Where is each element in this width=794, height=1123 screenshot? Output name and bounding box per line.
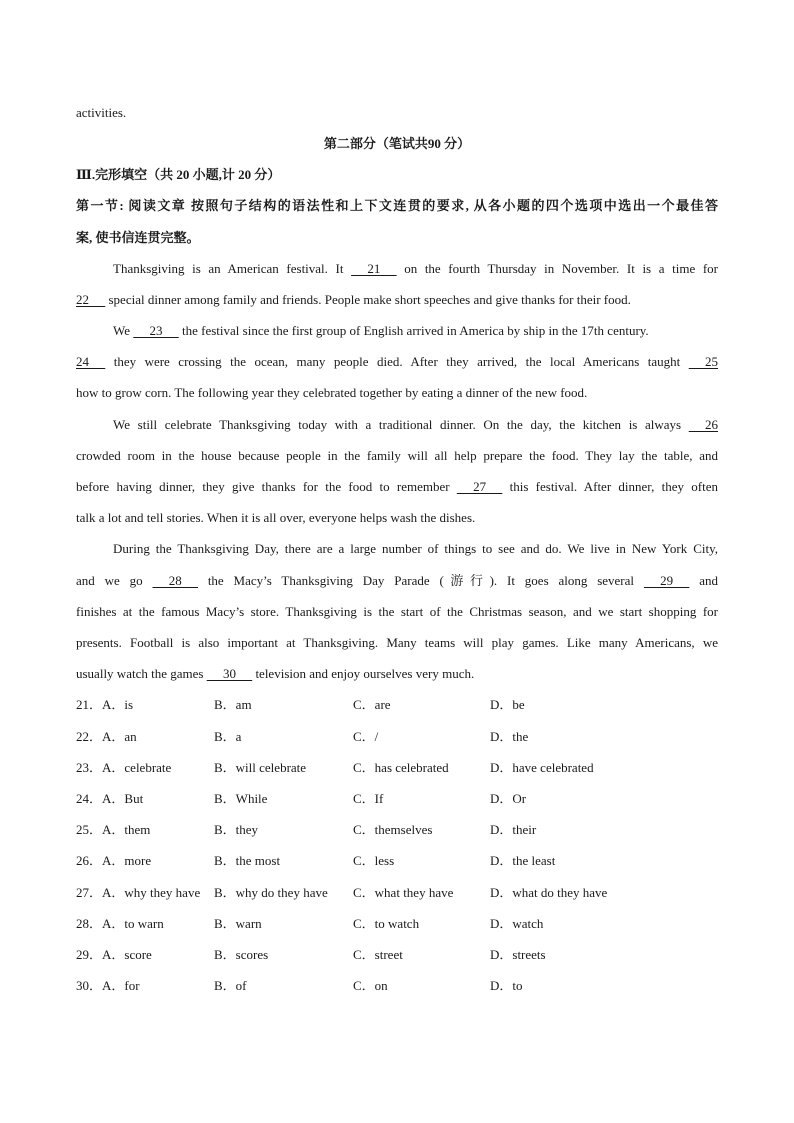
question-29-options: [76, 946, 718, 964]
passage-line: [76, 572, 718, 590]
passage-line: [76, 260, 718, 278]
blank-22: 22: [76, 292, 106, 307]
previous-section-tail: activities.: [76, 105, 127, 120]
passage-line: talk a lot and tell stories. When it is all over, everyone helps wash the dishes.: [76, 510, 476, 525]
passage-line: During the Thanksgiving Day, there are a large number of things to see and do. We live in New York City,: [113, 541, 718, 556]
passage-text: on the fourth Thursday in November. It is a time for: [396, 261, 718, 276]
passage-line: [76, 665, 718, 683]
passage-line: [76, 322, 718, 340]
question-27-option-a[interactable]: [76, 884, 200, 902]
passage-text: and we go: [76, 573, 153, 588]
passage-line: presents. Football is also important at Thanksgiving. Many teams will play games. Like many Americans, we: [76, 635, 718, 650]
passage-text: television and enjoy ourselves very much.: [252, 666, 475, 681]
blank-27: 27: [456, 479, 503, 494]
question-23-option-c[interactable]: C．has celebrated: [353, 760, 449, 775]
question-number: 29．: [76, 947, 103, 962]
option-text: A．celebrate: [102, 760, 172, 775]
passage-text: the festival since the first group of English arrived in America by ship in the 17th century.: [178, 323, 649, 338]
passage-line: [76, 416, 718, 434]
question-29-option-a[interactable]: [76, 946, 152, 964]
question-26-option-d[interactable]: D．the least: [490, 853, 556, 868]
question-29-option-c[interactable]: C．street: [353, 947, 403, 962]
question-23-option-b[interactable]: B．will celebrate: [214, 760, 307, 775]
blank-21: 21: [351, 261, 397, 276]
question-28-option-b[interactable]: B．warn: [214, 916, 262, 931]
question-number: 30．: [76, 978, 103, 993]
passage-text: this festival. After dinner, they often: [502, 479, 718, 494]
question-26-options: [76, 852, 718, 870]
blank-24: 24: [76, 354, 106, 369]
blank-28: 28: [152, 573, 198, 588]
question-number: 24．: [76, 791, 103, 806]
question-21-option-d[interactable]: D．be: [490, 697, 525, 712]
instruction-line-1: 第一节: 阅读文章 按照句子结构的语法性和上下文连贯的要求, 从各小题的四个选项中选出一个最佳答: [76, 198, 718, 213]
section-title: Ⅲ.完形填空（共 20 小题,计 20 分）: [76, 167, 281, 182]
question-29-option-d[interactable]: D．streets: [490, 947, 546, 962]
question-28-option-a[interactable]: [76, 915, 164, 933]
question-24-option-d[interactable]: D．Or: [490, 791, 527, 806]
passage-text: usually watch the games: [76, 666, 207, 681]
question-22-option-c[interactable]: C．/: [353, 729, 379, 744]
question-25-option-d[interactable]: D．their: [490, 822, 537, 837]
question-number: 27．: [76, 885, 103, 900]
question-number: 22．: [76, 729, 103, 744]
question-21-option-b[interactable]: B．am: [214, 697, 252, 712]
question-26-option-b[interactable]: B．the most: [214, 853, 281, 868]
question-24-option-b[interactable]: B．While: [214, 791, 268, 806]
option-text: A．more: [102, 853, 152, 868]
option-text: A．But: [102, 791, 144, 806]
question-25-options: [76, 821, 718, 839]
question-30-option-b[interactable]: B．of: [214, 978, 247, 993]
passage-text: Thanksgiving is an American festival. It: [113, 261, 352, 276]
question-22-option-a[interactable]: [76, 728, 137, 746]
question-30-option-d[interactable]: D．to: [490, 978, 523, 993]
question-22-option-b[interactable]: B．a: [214, 729, 242, 744]
question-22-options: [76, 728, 718, 746]
passage-text: and: [689, 573, 718, 588]
instruction-line-2: 案, 使书信连贯完整。: [76, 230, 200, 245]
question-27-option-b[interactable]: B．why do they have: [214, 885, 328, 900]
option-text: A．them: [102, 822, 151, 837]
option-text: A．to warn: [102, 916, 164, 931]
question-number: 25．: [76, 822, 103, 837]
question-24-option-a[interactable]: [76, 790, 143, 808]
question-28-option-c[interactable]: C．to watch: [353, 916, 420, 931]
question-26-option-a[interactable]: [76, 852, 151, 870]
blank-23: 23: [133, 323, 179, 338]
question-23-option-a[interactable]: [76, 759, 171, 777]
question-27-option-d[interactable]: D．what do they have: [490, 885, 608, 900]
question-28-options: [76, 915, 718, 933]
question-26-option-c[interactable]: C．less: [353, 853, 395, 868]
passage-line: [76, 478, 718, 496]
question-21-option-c[interactable]: C．are: [353, 697, 391, 712]
question-21-option-a[interactable]: [76, 696, 133, 714]
question-number: 26．: [76, 853, 103, 868]
question-27-options: [76, 884, 718, 902]
question-29-option-b[interactable]: B．scores: [214, 947, 269, 962]
question-22-option-d[interactable]: D．the: [490, 729, 529, 744]
question-number: 28．: [76, 916, 103, 931]
question-28-option-d[interactable]: D．watch: [490, 916, 544, 931]
question-24-options: [76, 790, 718, 808]
passage-text: before having dinner, they give thanks for the food to remember: [76, 479, 457, 494]
question-number: 21．: [76, 697, 103, 712]
passage-line: [76, 291, 718, 309]
option-text: A．is: [102, 697, 134, 712]
question-25-option-b[interactable]: B．they: [214, 822, 259, 837]
passage-line: how to grow corn. The following year they celebrated together by eating a dinner of the new food.: [76, 385, 588, 400]
question-30-options: [76, 977, 718, 995]
blank-26: 26: [688, 417, 718, 432]
blank-29: 29: [643, 573, 690, 588]
passage-text: special dinner among family and friends. People make short speeches and give thanks for their food.: [105, 292, 631, 307]
question-25-option-c[interactable]: C．themselves: [353, 822, 433, 837]
passage-text: We: [113, 323, 134, 338]
option-text: A．for: [102, 978, 140, 993]
question-21-options: [76, 696, 718, 714]
blank-25: 25: [688, 354, 718, 369]
option-text: A．an: [102, 729, 137, 744]
question-30-option-c[interactable]: C．on: [353, 978, 388, 993]
passage-line: crowded room in the house because people in the family will all help prepare the food. They lay the table, and: [76, 448, 718, 463]
passage-line: finishes at the famous Macy’s store. Thanksgiving is the start of the Christmas season, and we start shopping for: [76, 604, 718, 619]
passage-line: [76, 353, 718, 371]
option-text: A．score: [102, 947, 152, 962]
question-23-options: [76, 759, 718, 777]
passage-text: they were crossing the ocean, many people died. After they arrived, the local Americans taught: [105, 354, 689, 369]
blank-30: 30: [206, 666, 253, 681]
option-text: A．why they have: [102, 885, 201, 900]
question-number: 23．: [76, 760, 103, 775]
question-23-option-d[interactable]: D．have celebrated: [490, 760, 594, 775]
part-title: 第二部分（笔试共90 分）: [323, 136, 471, 151]
question-30-option-a[interactable]: [76, 977, 140, 995]
passage-text: the Macy’s Thanksgiving Day Parade (游行). It goes along several: [197, 573, 644, 588]
question-25-option-a[interactable]: [76, 821, 150, 839]
question-24-option-c[interactable]: C．If: [353, 791, 384, 806]
question-27-option-c[interactable]: C．what they have: [353, 885, 454, 900]
passage-text: We still celebrate Thanksgiving today with a traditional dinner. On the day, the kitchen is always: [113, 417, 689, 432]
